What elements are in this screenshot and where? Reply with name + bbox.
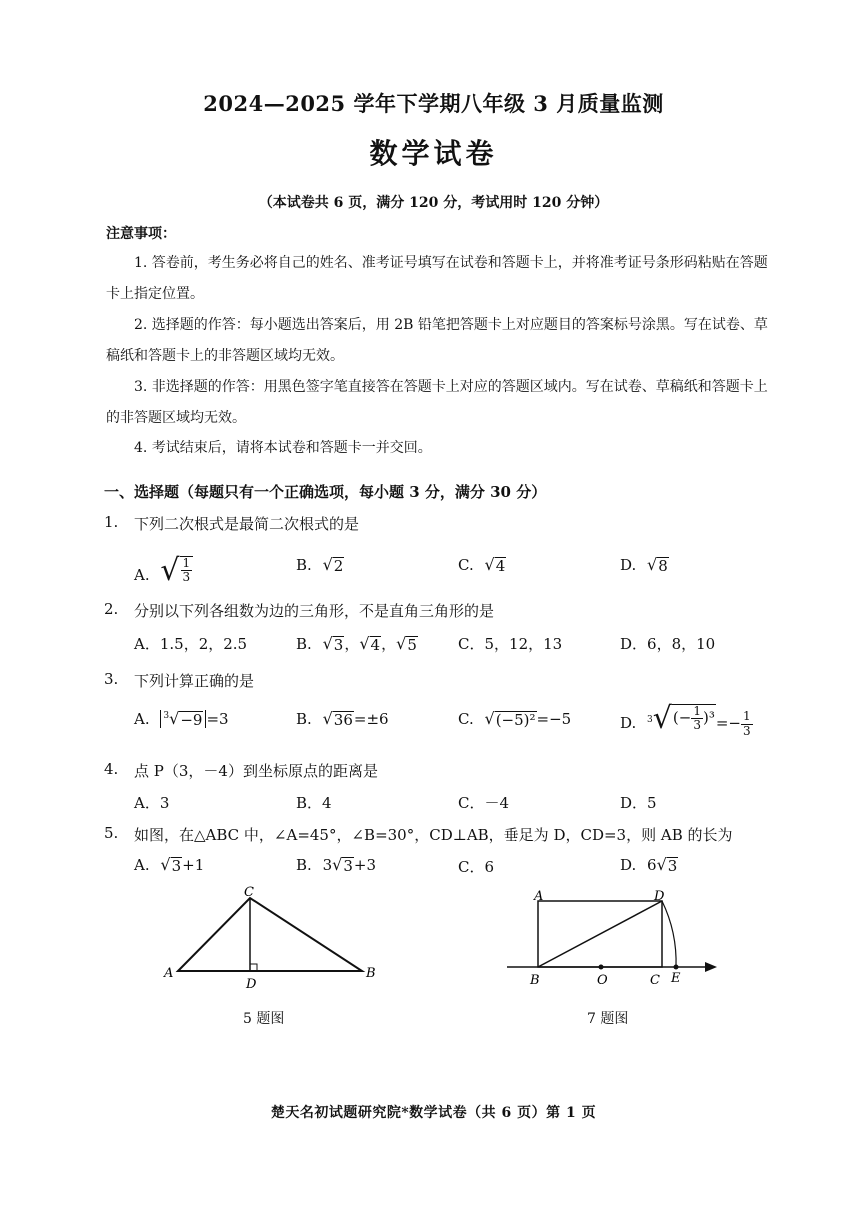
sqrt-expression: √ 36 [322,709,353,729]
cbrt-expression: √ (− $\frac{1}{3}$ )³ [652,701,715,736]
equation-rhs: =3 [206,710,229,728]
arrow-head [705,962,717,972]
fraction-denominator: 3 [742,723,751,738]
right-angle-mark [250,964,257,971]
option-c [458,556,506,575]
question-number: 5. [104,824,119,842]
equation-rhs: =− [715,714,741,732]
subject-title: 数学试卷 [369,137,498,170]
option-c: C．6 [458,858,495,876]
sqrt-expression: √ 4 [484,555,506,575]
sqrt-expression: √ 4 [359,634,381,654]
sqrt-expression: √ (−5)² [484,709,536,729]
option-a: A．1.5，2，2.5 [134,635,248,653]
fraction-numerator: 1 [742,709,751,724]
note-item-1: 1. 答卷前，考生务必将自己的姓名、准考证号填写在试卷和答题卡上，并将准考证号条形码粘贴在答题卡上指定位置。 [106,255,768,302]
option-label: B. [296,556,312,574]
option-a [134,710,229,729]
figure-5-caption: 5 题图 [243,1011,285,1027]
radicand: 2 [333,557,344,575]
label-c: C [244,885,254,900]
fraction-denominator: 3 [693,718,701,733]
note-item-4: 4. 考试结束后，请将本试卷和答题卡一并交回。 [134,440,432,456]
label-b: B [530,973,540,988]
triangle-abc [178,898,362,971]
option-b [296,556,344,575]
radicand: −9 [180,711,203,729]
exam-title: 2024—2025 学年下学期八年级 3 月质量监测 [203,91,664,116]
label-a: A [164,966,174,981]
option-label: D. [620,556,637,574]
fraction-numerator: 1 [182,556,191,570]
sqrt-expression: √ 5 [396,634,417,654]
arc-de [662,901,676,967]
option-a [134,856,204,875]
radicand: 3 [343,857,353,875]
radicand: 5 [407,636,417,654]
radicand: 4 [370,636,381,654]
question-text: 下列二次根式是最简二次根式的是 [134,515,360,533]
note-item-2: 2. 选择题的作答：每小题选出答案后，用 2B 铅笔把答题卡上对应题目的答案标号涂黑。写在试卷、草稿纸和答题卡上的非答题区域均无效。 [106,317,768,364]
sqrt-expression: √ 3 [656,855,678,875]
option-d [620,556,669,575]
notes-heading: 注意事项： [106,226,176,242]
radicand: 4 [495,557,506,575]
label-d: D [654,889,665,904]
option-b: B．4 [296,794,332,812]
option-label: B. [296,710,312,728]
label-o: O [597,973,608,988]
question-text: 分别以下列各组数为边的三角形，不是直角三角形的是 [134,602,495,620]
label-c: C [650,973,660,988]
radicand: 8 [658,557,668,575]
radicand: 3 [171,857,182,875]
option-label: B. [296,635,312,653]
label-d: D [246,977,257,992]
paren-close: )³ [702,708,715,727]
radicand: 3 [667,857,678,875]
question-number: 3. [104,670,119,688]
point-o [599,965,604,970]
separator: ， [381,635,397,653]
sqrt-expression: √ 3 [332,855,353,875]
option-label: A. [134,566,150,584]
option-b [296,633,418,654]
coefficient: 6 [647,856,657,874]
option-label: C. [458,710,474,728]
expression-rest: +1 [182,856,205,874]
option-label: A. [134,856,150,874]
radicand: (−5)² [495,711,536,729]
option-label: B. [296,856,312,874]
coefficient: 3 [322,856,333,874]
option-b [296,710,389,729]
label-b: B [366,966,376,981]
cbrt-expression: √ −9 [169,709,203,729]
expression-rest: +3 [353,856,376,874]
sqrt-expression: √ 3 [322,634,344,654]
question-number: 2. [104,600,119,618]
root-index: 3 [647,715,653,725]
option-label: D. [620,714,637,732]
option-a: A．3 [134,794,170,812]
separator: ， [344,635,360,653]
figure-5-triangle [160,885,390,995]
equation-rhs: =−5 [536,710,572,728]
root-index: 3 [163,711,170,721]
fraction-denominator: 3 [182,570,191,585]
option-a [134,553,193,588]
absolute-value [160,710,206,728]
question-text: 如图，在△ABC 中，∠A=45°，∠B=30°，CD⊥AB，垂足为 D，CD=3，则 AB 的长为 [134,826,733,844]
figure-7-caption: 7 题图 [587,1011,629,1027]
fraction-numerator: 1 [693,704,701,718]
option-c: C．5，12，13 [458,635,563,653]
option-label: C. [458,556,474,574]
option-d [620,701,753,738]
sqrt-expression: √ 8 [647,555,668,575]
radicand: 3 [333,636,344,654]
option-d: D．6，8，10 [620,635,716,653]
section-title: 一、选择题（每题只有一个正确选项，每小题 3 分，满分 30 分） [104,483,547,501]
option-label: D. [620,856,637,874]
diagonal-bd [538,901,662,967]
option-label: A. [134,710,150,728]
exam-info: （本试卷共 6 页，满分 120 分，考试用时 120 分钟） [258,195,609,211]
label-e: E [671,971,681,986]
label-a: A [534,889,544,904]
question-number: 4. [104,760,119,778]
option-c: C．－4 [458,794,510,812]
question-text: 点 P（3，－4）到坐标原点的距离是 [134,762,378,780]
equation-rhs: =±6 [353,710,389,728]
radicand: 36 [333,711,353,729]
option-b [296,856,376,875]
option-d: D．5 [620,794,657,812]
point-e [674,965,679,970]
figure-7-rectangle [505,885,720,995]
sqrt-expression: √ 2 [322,555,344,575]
question-number: 1. [104,513,119,531]
sqrt-expression: √ $\frac{1}{3}$ [160,556,193,586]
question-text: 下列计算正确的是 [134,672,255,690]
option-d [620,856,678,875]
paren-open: (− [672,708,692,727]
option-c [458,710,571,729]
sqrt-expression: √ 3 [160,855,182,875]
page-footer: 楚天名初试题研究院*数学试卷（共 6 页）第 1 页 [270,1105,597,1121]
note-item-3: 3. 非选择题的作答：用黑色签字笔直接答在答题卡上对应的答题区域内。写在试卷、草稿纸和答题卡上的非答题区域均无效。 [106,379,768,426]
